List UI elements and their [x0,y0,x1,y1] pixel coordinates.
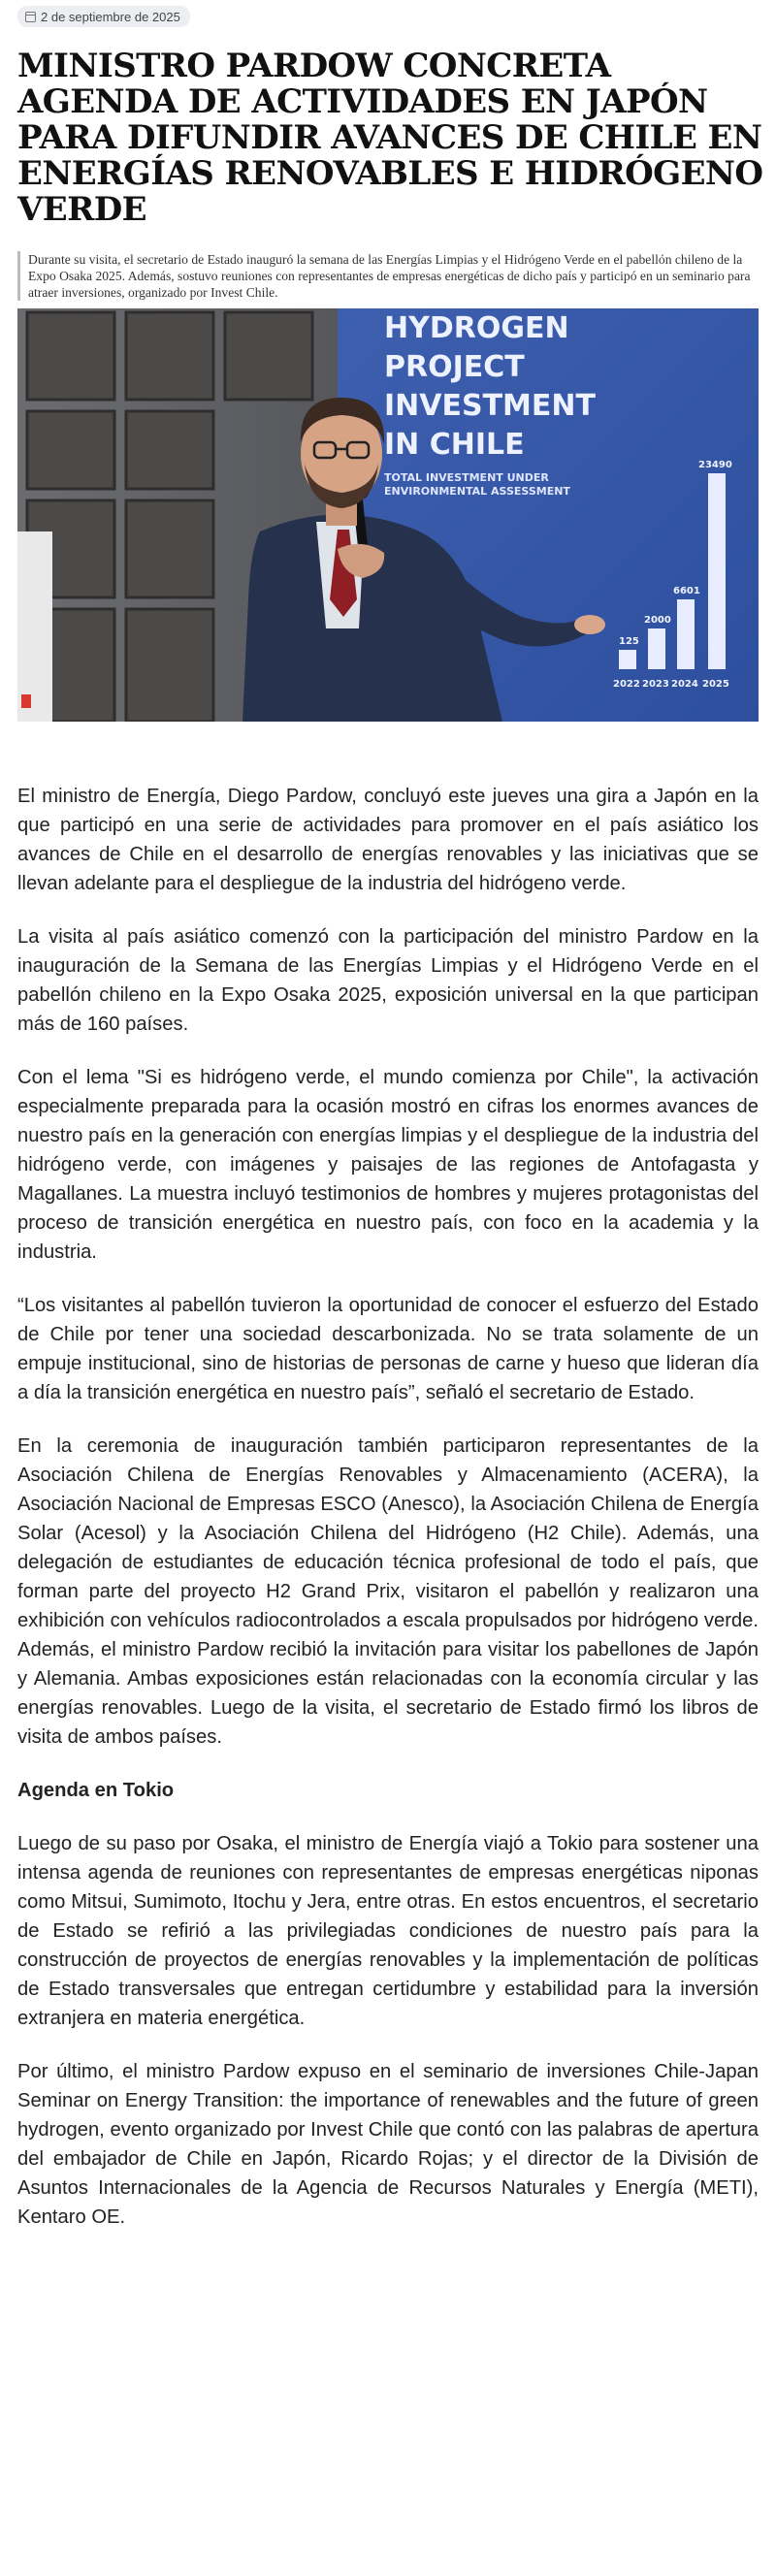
screen-text-1: HYDROGEN [384,311,569,345]
paragraph: Por último, el ministro Pardow expuso en el seminario de inversiones Chile-Japan Seminar on Energy Transition: the importance of renewables and the future of green hydrogen, evento organizado por Invest Chile que contó con las palabras de apertura del embajador de Chile en Japón, Ricardo Rojas; y el director de la División de Asuntos Internacionales de la Agencia de Recursos Naturales y Energía (METI), Kentaro OE. [17,2061,759,2228]
bar-label-2: 2000 [644,615,671,626]
year-4: 2025 [702,679,729,690]
article-title: MINISTRO PARDOW CONCRETA AGENDA DE ACTIVIDADES EN JAPÓN PARA DIFUNDIR AVANCES DE CHILE EN ENERGÍAS RENOVABLES E HIDRÓGENO VERDE [17,47,763,229]
bar-label-1: 125 [619,636,639,647]
calendar-icon [25,12,36,22]
article-body [17,782,759,2256]
screen-text-4: IN CHILE [384,428,525,462]
date-badge [17,6,190,27]
publish-date: 2 de septiembre de 2025 [41,9,180,24]
paragraph: El ministro de Energía, Diego Pardow, concluyó este jueves una gira a Japón en la que participó en una serie de actividades para promover en el país asiático los avances de Chile en el desarrollo de energías renovables y las iniciativas que se llevan adelante para el despliegue de la industria del hidrógeno verde. [17,786,759,894]
bar-label-4: 23490 [698,460,732,470]
year-1: 2022 [613,679,640,690]
year-2: 2023 [642,679,669,690]
article-lead: Durante su visita, el secretario de Estado inauguró la semana de las Energías Limpias y el Hidrógeno Verde en el pabellón chileno de la Expo Osaka 2025. Además, sostuvo reuniones con representantes de empresas energéticas de dicho país y participó en un seminario para atraer inversiones, organizado por Invest Chile. [17,251,766,301]
screen-text-3: INVESTMENT [384,389,596,423]
bar-label-3: 6601 [673,586,700,596]
screen-sub-1: TOTAL INVESTMENT UNDER [384,471,549,484]
paragraph: Luego de su paso por Osaka, el ministro de Energía viajó a Tokio para sostener una intensa agenda de reuniones con representantes de empresas energéticas niponas como Mitsui, Sumimoto, Itochu y Jera, entre otras. En estos encuentros, el secretario de Estado se refirió a las privilegiadas condiciones de nuestro país para la construcción de proyectos de energías renovables y la implementación de políticas de Estado transversales que entregan certidumbre y estabilidad para la inversión extranjera en materia energética. [17,1833,759,2029]
paragraph: Con el lema "Si es hidrógeno verde, el mundo comienza por Chile", la activación especialmente preparada para la ocasión mostró en cifras los enormes avances de nuestro país en la generación con energías limpias y el despliegue de la industria del hidrógeno verde, con imágenes y paisajes de las regiones de Antofagasta y Magallanes. La muestra incluyó testimonios de hombres y mujeres protagonistas del proceso de transición energética en nuestro país, con foco en la academia y la industria. [17,1067,759,1263]
paragraph: “Los visitantes al pabellón tuvieron la oportunidad de conocer el esfuerzo del Estado de Chile por tener una sociedad descarbonizada. No se trata solamente de un empuje institucional, sino de historias de personas de carne y hueso que lideran día a día la transición energética en nuestro país”, señaló el secretario de Estado. [17,1295,759,1403]
section-heading: Agenda en Tokio [17,1780,175,1801]
year-3: 2024 [671,679,698,690]
paragraph: La visita al país asiático comenzó con la participación del ministro Pardow en la inauguración de la Semana de las Energías Limpias y el Hidrógeno Verde en el pabellón chileno en la Expo Osaka 2025, exposición universal en la que participan más de 160 países. [17,926,759,1035]
screen-text-2: PROJECT [384,350,525,384]
article-hero-image [17,308,759,722]
paragraph: En la ceremonia de inauguración también participaron representantes de la Asociación Chilena de Energías Renovables y Almacenamiento (ACERA), la Asociación Nacional de Empresas ESCO (Anesco), la Asociación Chilena de Energía Solar (Acesol) y la Asociación Chilena del Hidrógeno (H2 Chile). Además, una delegación de estudiantes de educación técnica profesional de todo el país, que forman parte del proyecto H2 Grand Prix, visitaron el pabellón y realizaron una exhibición con vehículos radiocontrolados a escala propulsados por hidrógeno verde. Además, el ministro Pardow recibió la invitación para visitar los pabellones de Japón y Alemania. Ambas exposiciones están relacionadas con la economía circular y las energías renovables. Luego de la visita, el secretario de Estado firmó los libros de visita de ambos países. [17,1435,759,1748]
hero-photo [17,308,759,722]
screen-sub-2: ENVIRONMENTAL ASSESSMENT [384,485,570,498]
